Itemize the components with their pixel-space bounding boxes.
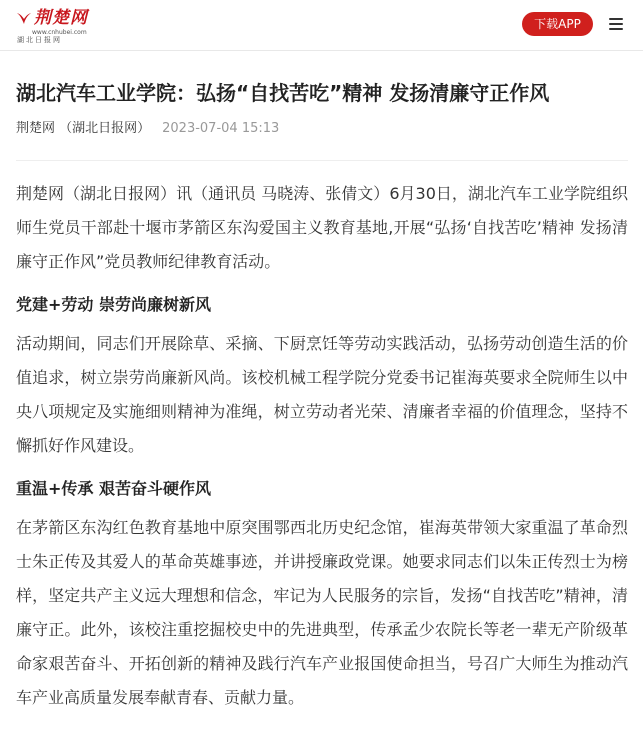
top-header	[0, 0, 643, 51]
article-title: 湖北汽车工业学院：弘扬“自找苦吃”精神 发扬清廉守正作风	[16, 81, 550, 105]
section-heading: 党建+劳动 崇劳尚廉树新风	[16, 295, 211, 314]
logo-subtitle: 湖北日报网	[17, 36, 62, 44]
article	[16, 50, 628, 715]
section-heading: 重温+传承 艰苦奋斗硬作风	[16, 479, 211, 498]
hamburger-menu-icon[interactable]	[607, 15, 625, 33]
site-logo[interactable]	[16, 8, 94, 42]
article-timestamp: 2023-07-04 15:13	[162, 121, 280, 136]
article-meta	[16, 120, 628, 138]
article-source: 荆楚网 （湖北日报网）	[16, 121, 151, 136]
article-intro-paragraph: 荆楚网（湖北日报网）讯（通讯员 马晓涛、张倩文）6月30日，湖北汽车工业学院组织师生党员干部赴十堰市茅箭区东沟爱国主义教育基地,开展“弘扬‘自找苦吃’精神 发扬清廉守正作风”党员教师纪律教育活动。	[16, 184, 628, 271]
section-paragraph: 在茅箭区东沟红色教育基地中原突围鄂西北历史纪念馆，崔海英带领大家重温了革命烈士朱正传及其爱人的革命英雄事迹，并讲授廉政党课。她要求同志们以朱正传烈士为榜样，坚定共产主义远大理想和信念，牢记为人民服务的宗旨，发扬“自找苦吃”精神，清廉守正。此外，该校注重挖掘校史中的先进典型，传承孟少农院长等老一辈无产阶级革命家艰苦奋斗、开拓创新的精神及践行汽车产业报国使命担当，号召广大师生为推动汽车产业高质量发展奉献青春、贡献力量。	[16, 518, 628, 707]
section-paragraph: 活动期间，同志们开展除草、采摘、下厨烹饪等劳动实践活动，弘扬劳动创造生活的价值追求，树立崇劳尚廉新风尚。该校机械工程学院分党委书记崔海英要求全院师生以中央八项规定及实施细则精神为准绳，树立劳动者光荣、清廉者幸福的价值理念，坚持不懈抓好作风建设。	[16, 334, 628, 455]
logo-domain: www.cnhubei.com	[32, 29, 87, 36]
logo-name: 荆楚网	[34, 8, 88, 28]
download-app-button[interactable]: 下载APP	[522, 12, 593, 36]
divider	[16, 160, 628, 161]
logo-mark-icon	[16, 10, 32, 26]
